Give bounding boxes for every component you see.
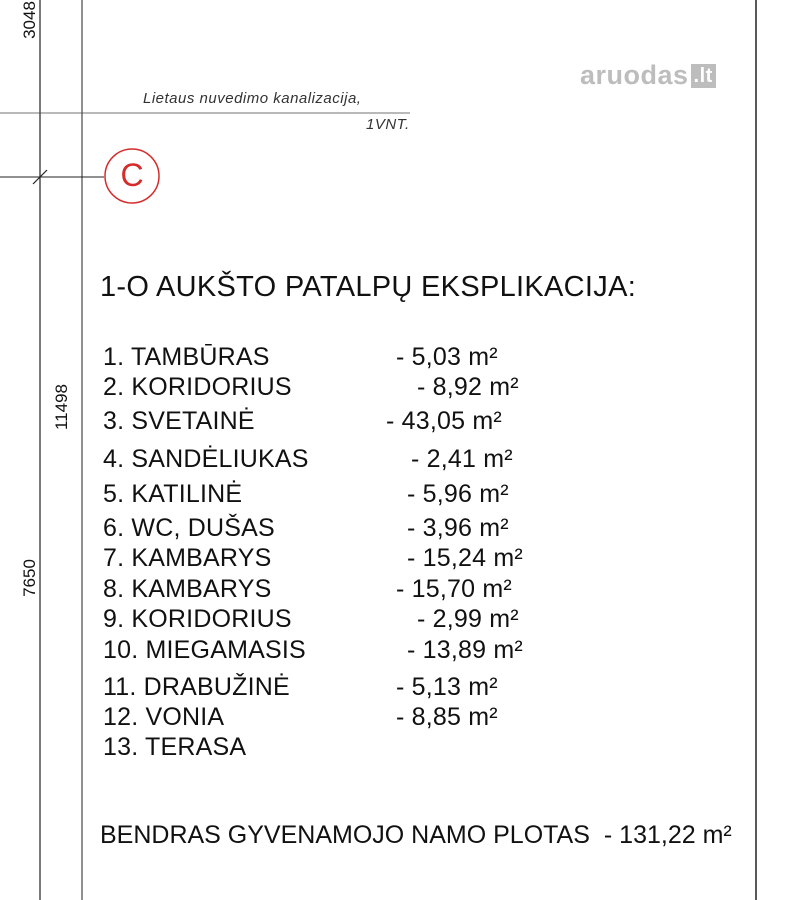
axis-marker-c: C <box>120 156 144 193</box>
room-name: 8. KAMBARYS <box>103 575 272 603</box>
room-name: 5. KATILINĖ <box>103 480 243 508</box>
room-name: 6. WC, DUŠAS <box>103 514 275 542</box>
total-area <box>100 821 732 850</box>
room-name: 12. VONIA <box>103 703 225 731</box>
total-value: - 131,22 m² <box>603 821 732 849</box>
room-name: 2. KORIDORIUS <box>103 373 292 401</box>
drainage-note-line2: 1VNT. <box>366 116 410 133</box>
drainage-note-line1: Lietaus nuvedimo kanalizacija, <box>143 90 362 107</box>
room-name: 10. MIEGAMASIS <box>103 636 306 664</box>
room-area: - 8,92 m² <box>417 373 519 401</box>
room-area: - 5,13 m² <box>396 673 498 701</box>
room-name: 3. SVETAINĖ <box>103 407 255 435</box>
room-area: - 2,41 m² <box>411 445 513 473</box>
room-area: - 15,24 m² <box>407 544 523 572</box>
room-name: 13. TERASA <box>103 733 247 761</box>
room-area: - 15,70 m² <box>396 575 512 603</box>
room-area: - 5,96 m² <box>407 480 509 508</box>
dimension-middle: 11498 <box>52 384 71 431</box>
total-label: BENDRAS GYVENAMOJO NAMO PLOTAS <box>100 821 590 849</box>
aruodas-logo <box>580 60 716 91</box>
room-area: - 8,85 m² <box>396 703 498 731</box>
room-area: - 2,99 m² <box>417 605 519 633</box>
room-area: - 13,89 m² <box>407 636 523 664</box>
room-area: - 43,05 m² <box>386 407 502 435</box>
dimension-top: 3048 <box>20 1 39 39</box>
logo-suffix: .lt <box>691 64 716 88</box>
page-title: 1-O AUKŠTO PATALPŲ EKSPLIKACIJA: <box>100 271 637 303</box>
room-name: 1. TAMBŪRAS <box>103 343 270 371</box>
dimension-bottom: 7650 <box>20 559 39 597</box>
room-name: 4. SANDĖLIUKAS <box>103 445 309 473</box>
room-name: 7. KAMBARYS <box>103 544 272 572</box>
room-name: 11. DRABUŽINĖ <box>103 673 290 701</box>
room-area: - 5,03 m² <box>396 343 498 371</box>
logo-text: aruodas <box>580 60 689 90</box>
room-name: 9. KORIDORIUS <box>103 605 292 633</box>
room-area: - 3,96 m² <box>407 514 509 542</box>
